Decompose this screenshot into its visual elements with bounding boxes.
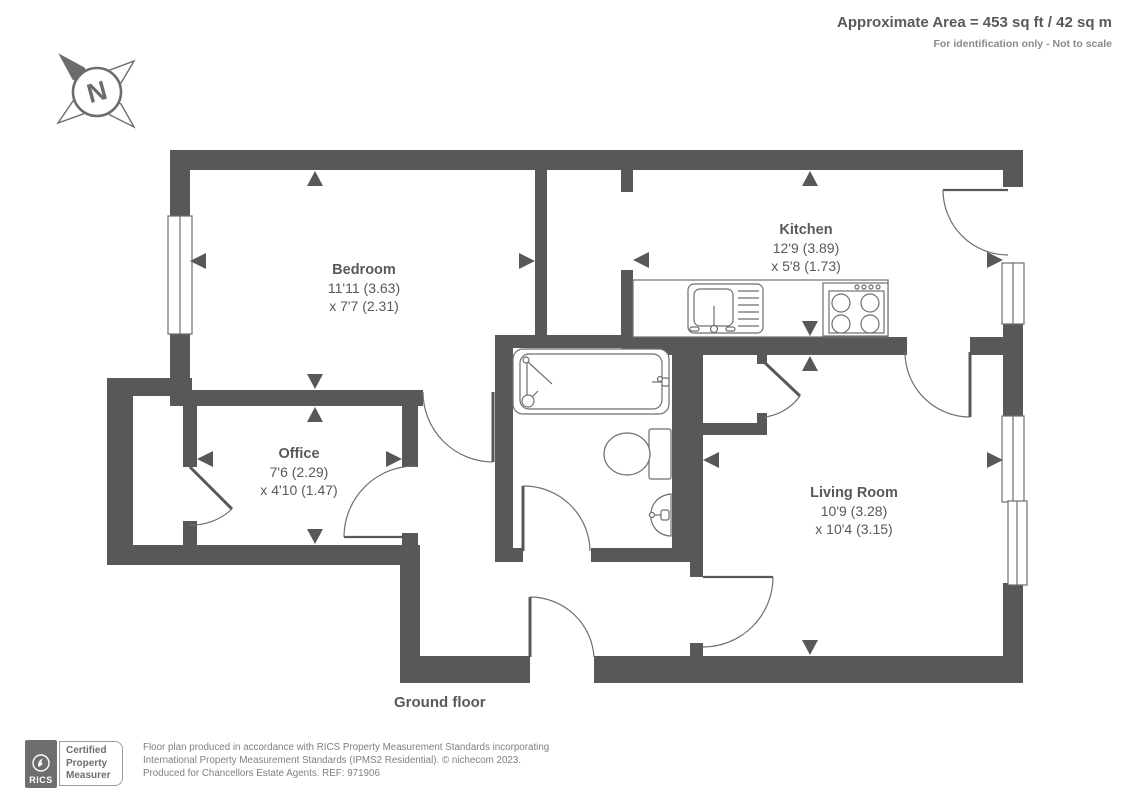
door-office-hall: [344, 466, 415, 537]
toilet-fixture: [604, 429, 671, 479]
badge-line: Certified: [66, 745, 107, 756]
rics-brand-text: RICS: [29, 775, 53, 785]
arrow-office-down: [307, 529, 323, 544]
floor-label: Ground floor: [394, 694, 486, 711]
badge-line: Measurer: [66, 770, 111, 781]
room-name: Bedroom: [332, 262, 396, 278]
disclaimer-line-2: International Property Measurement Standards (IPMS2 Residential). © nichecom 2023.: [143, 755, 522, 766]
wall-livingroom-top-stub: [970, 337, 1003, 355]
room-label-livingroom: [810, 484, 898, 538]
arrow-office-left: [197, 451, 213, 467]
rics-logo: [25, 740, 57, 788]
rics-lion-emblem: [31, 753, 51, 773]
wall-office-right-stub: [402, 533, 418, 547]
arrow-kitchen-up: [802, 171, 818, 186]
walls: [107, 150, 1023, 683]
identification-note: For identification only - Not to scale: [933, 38, 1112, 50]
room-dim1: 12'9 (3.89): [772, 240, 840, 256]
footer: [25, 740, 549, 788]
window-livingroom-lower: [1008, 501, 1027, 585]
certified-property-measurer-badge: [59, 741, 123, 786]
arrow-livingroom-down: [802, 640, 818, 655]
approximate-area-text: Approximate Area = 453 sq ft / 42 sq m: [837, 14, 1112, 31]
wall-office-bottom: [107, 545, 420, 565]
room-label-office: [260, 445, 337, 499]
room-label-bedroom: [328, 261, 400, 315]
basin-fixture: [650, 494, 672, 536]
window-bedroom: [168, 216, 192, 334]
room-dim1: 10'9 (3.28): [820, 503, 888, 519]
arrow-livingroom-left: [703, 452, 719, 468]
arrow-bedroom-up: [307, 171, 323, 186]
wall-bottom-right: [594, 656, 1023, 683]
room-name: Kitchen: [779, 222, 833, 238]
room-dim1: 7'6 (2.29): [269, 464, 329, 480]
door-entrance: [530, 597, 594, 657]
window-livingroom-upper: [1002, 416, 1024, 502]
wall-top: [170, 150, 1023, 170]
room-dim2: x 7'7 (2.31): [329, 298, 399, 314]
room-dim2: x 5'8 (1.73): [771, 258, 841, 274]
window-kitchen-right: [1002, 263, 1024, 324]
arrow-kitchen-left: [633, 252, 649, 268]
wall-bedroom-left-upper: [170, 170, 190, 218]
sink-fixture: [688, 284, 763, 333]
wall-right-bottom: [1003, 583, 1023, 683]
wall-cupboard-bottom: [703, 423, 767, 435]
door-bathroom: [523, 486, 590, 551]
wall-livingroom-left: [690, 348, 703, 577]
room-dim2: x 4'10 (1.47): [260, 482, 338, 498]
footer-disclaimer: [143, 741, 549, 780]
room-dim2: x 10'4 (3.15): [815, 521, 893, 537]
wall-office-right-upper: [402, 390, 418, 467]
door-kitchen-entry: [943, 190, 1008, 255]
arrow-livingroom-up: [802, 356, 818, 371]
door-livingroom-cupboard: [764, 362, 800, 417]
bath-fixture: [513, 349, 669, 414]
wall-kitchen-left-lower: [621, 270, 633, 342]
wall-kitchen-left-stub: [621, 170, 633, 192]
disclaimer-line-3: Produced for Chancellors Estate Agents. REF: 971906: [143, 768, 380, 779]
door-bedroom: [423, 392, 493, 462]
arrow-bedroom-right: [519, 253, 535, 269]
badge-line: Property: [66, 757, 108, 769]
wall-bathroom-bottom-left: [495, 548, 523, 562]
hob-fixture: [823, 283, 888, 336]
wall-bedroom-bottom: [170, 390, 423, 406]
wall-bottom-left: [400, 656, 530, 683]
arrow-office-right: [386, 451, 402, 467]
arrow-office-up: [307, 407, 323, 422]
compass-north-letter: N: [83, 74, 111, 110]
wall-right-mid: [1003, 322, 1023, 418]
doors: [190, 190, 1008, 657]
wall-office-outer-left: [107, 378, 133, 565]
door-kitchen-livingroom: [905, 352, 970, 417]
room-label-kitchen: [771, 221, 841, 275]
wall-bathroom-left: [495, 335, 513, 550]
room-name: Office: [278, 446, 320, 462]
door-office-closet: [190, 467, 232, 525]
arrow-bedroom-down: [307, 374, 323, 389]
disclaimer-line-1: Floor plan produced in accordance with RICS Property Measurement Standards incorporating: [143, 742, 550, 753]
wall-bathroom-right: [672, 335, 690, 562]
room-dim1: 11'11 (3.63): [327, 280, 401, 296]
door-hall-livingroom: [703, 577, 773, 647]
wall-bedroom-kitchen-divider: [535, 170, 547, 348]
arrow-livingroom-right: [987, 452, 1003, 468]
room-name: Living Room: [810, 485, 898, 501]
wall-right-top: [1003, 150, 1023, 187]
